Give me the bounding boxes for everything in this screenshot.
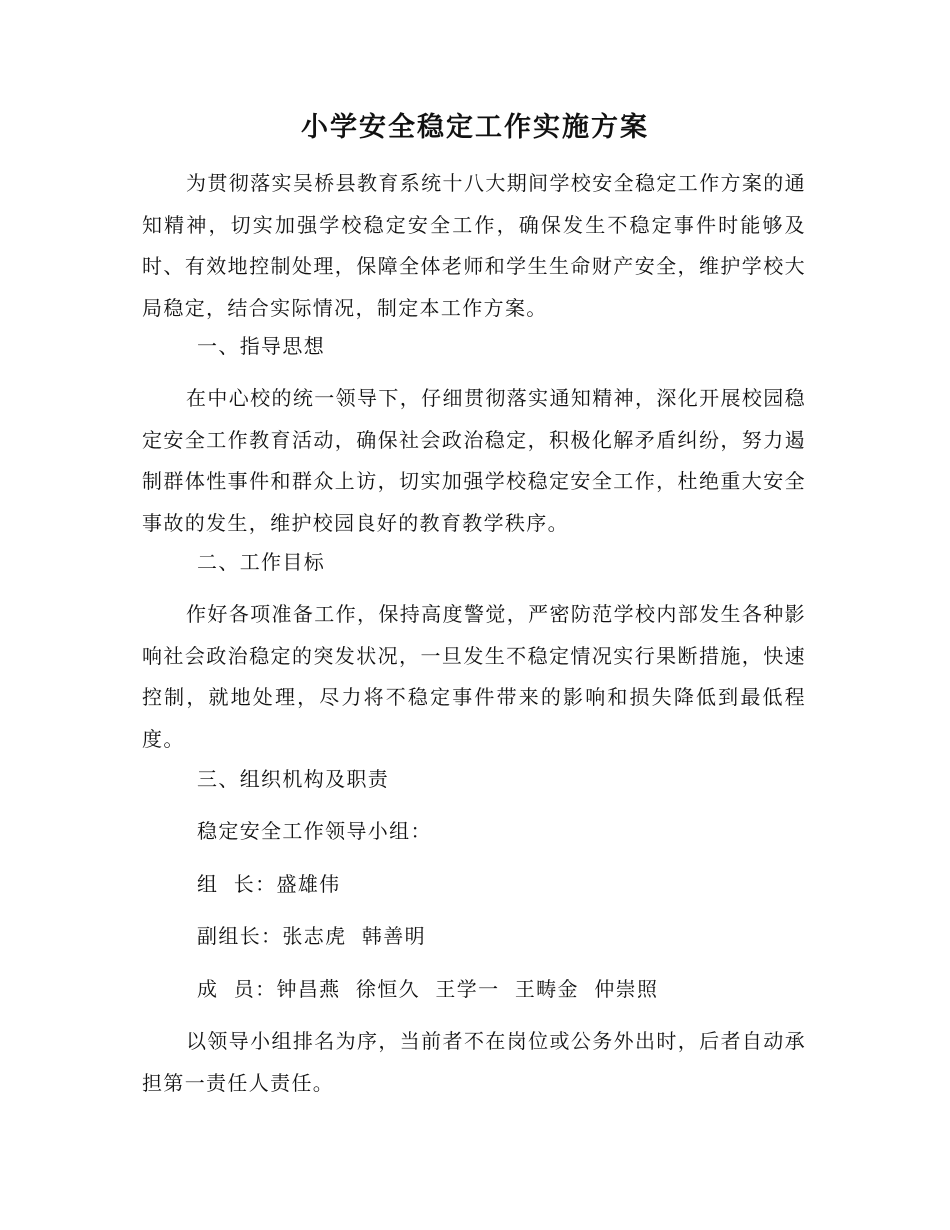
leadership-group-label: 稳定安全工作领导小组：	[197, 819, 432, 843]
deputy-leader-line: 副组长：张志虎 韩善明	[197, 924, 426, 948]
section-1-paragraph: 在中心校的统一领导下，仔细贯彻落实通知精神，深化开展校园稳定安全工作教育活动，确保社会政治稳定，积极化解矛盾纠纷，努力遏制群体性事件和群众上访，切实加强学校稳定安全工作，杜绝重大安全事故的发生，维护校园良好的教育教学秩序。	[142, 386, 806, 535]
section-1-heading: 一、指导思想	[197, 334, 326, 358]
succession-note-paragraph: 以领导小组排名为序，当前者不在岗位或公务外出时，后者自动承担第一责任人责任。	[142, 1029, 806, 1095]
section-3-heading: 三、组织机构及职责	[197, 767, 390, 791]
group-leader-line: 组 长：盛雄伟	[197, 872, 341, 896]
intro-paragraph: 为贯彻落实吴桥县教育系统十八大期间学校安全稳定工作方案的通知精神，切实加强学校稳定安全工作，确保发生不稳定事件时能够及时、有效地控制处理，保障全体老师和学生生命财产安全，维护学校大局稳定，结合实际情况，制定本工作方案。	[142, 171, 806, 320]
section-2-heading: 二、工作目标	[197, 550, 326, 574]
members-line: 成 员：钟昌燕 徐恒久 王学一 王畴金 仲崇照	[197, 977, 659, 1001]
section-2-paragraph: 作好各项准备工作，保持高度警觉，严密防范学校内部发生各种影响社会政治稳定的突发状况，一旦发生不稳定情况实行果断措施，快速控制，就地处理，尽力将不稳定事件带来的影响和损失降低到最低程度。	[142, 602, 806, 751]
document-title: 小学安全稳定工作实施方案	[301, 112, 649, 143]
